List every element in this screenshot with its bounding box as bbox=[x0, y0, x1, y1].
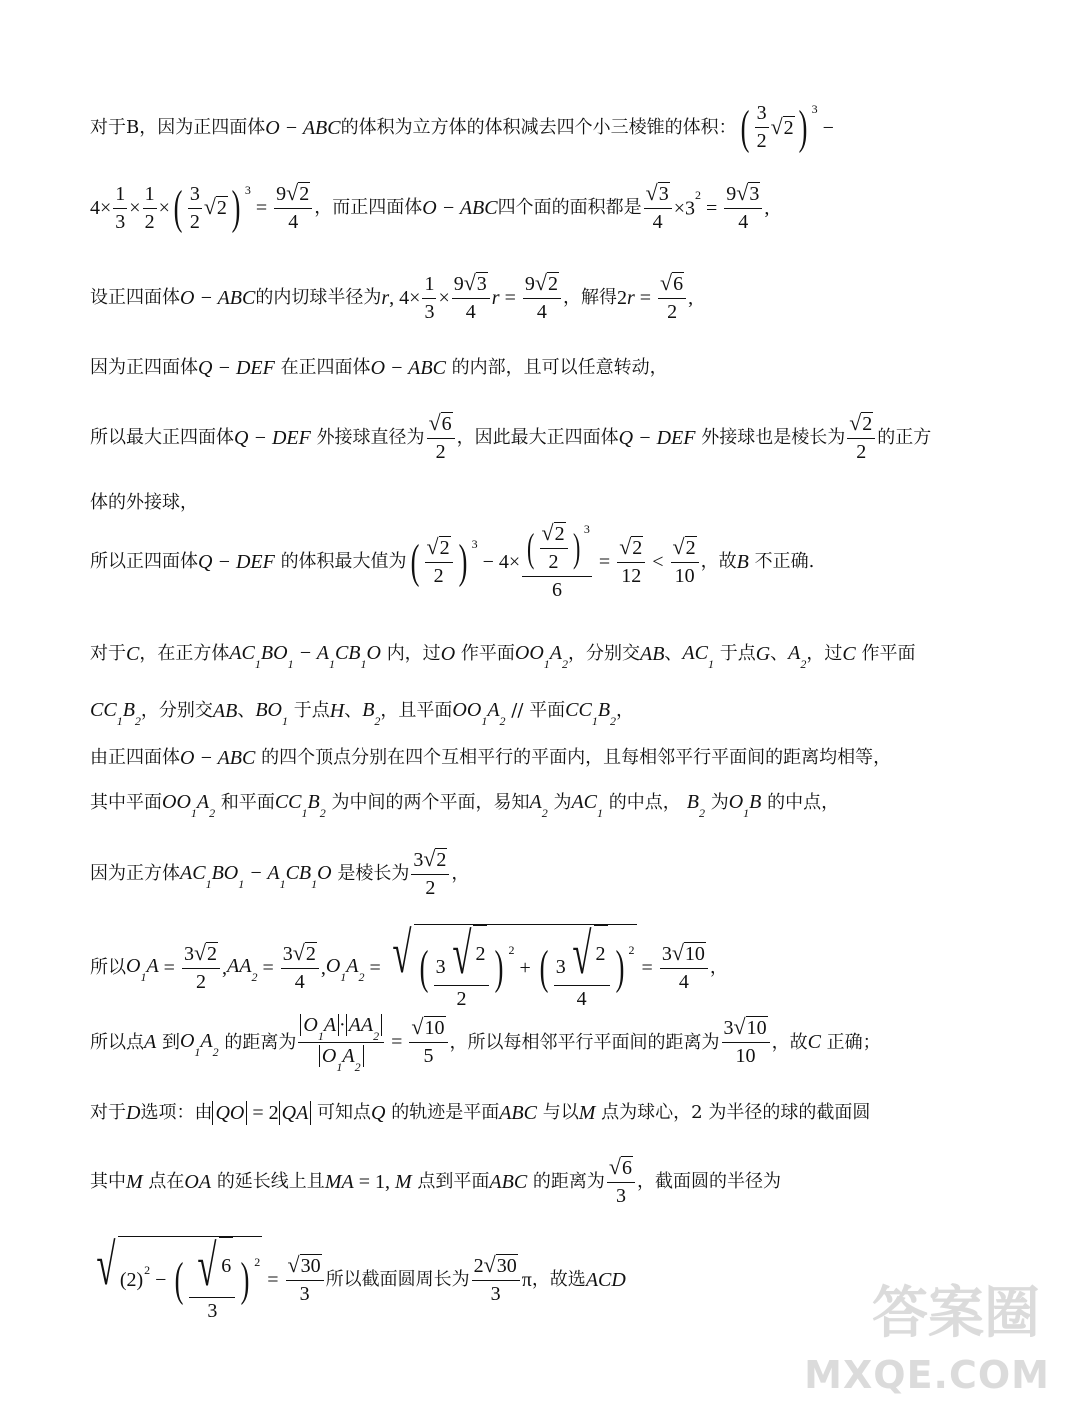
text: 的距离为 bbox=[224, 1031, 297, 1053]
text: 为 bbox=[553, 792, 572, 814]
text: ， bbox=[451, 863, 470, 885]
text: 不正确. bbox=[754, 551, 815, 573]
text-line-9: $CC_1B_2$ ，分别交 AB 、 $BO_1$ 于点 H 、 $B_2$ ，且平面 $OO_1A_2$ // 平面 $CC_1B_2$ ， bbox=[90, 699, 635, 728]
text: 的内切球半径为 bbox=[255, 287, 382, 309]
text: 所以截面圆周长为 bbox=[325, 1268, 470, 1290]
watermark-logo bbox=[804, 1277, 1060, 1397]
text-line-11: 其中平面 $OO_1A_2$ 和平面 $CC_1B_2$ 为中间的两个平面，易知 $A_2$ 为 $AC_1$ 的中点， $B_2$ 为 $O_1B$ 的中点， bbox=[90, 791, 840, 820]
text: 于点 bbox=[293, 700, 330, 722]
text: 为中间的两个平面，易知 bbox=[331, 792, 530, 814]
text: 的中点， bbox=[608, 792, 681, 814]
text: 的体积最大值为 bbox=[280, 551, 407, 573]
text: 的中点， bbox=[767, 792, 840, 814]
text: 的延长线上且 bbox=[216, 1171, 325, 1193]
watermark-url: MXQE.COM bbox=[804, 1353, 1050, 1397]
text: 作平面 bbox=[861, 643, 916, 665]
text-line-7: 所以正四面体 Q − DEF 的体积最大值为 ( √ 2 2 ) $^3$ − 4× ( √ 2 2 ) $^3$ 6 = √ 2 12 < √ 2 10 ，故 B 不正确. bbox=[90, 520, 815, 601]
text: 所以 bbox=[90, 956, 126, 978]
text-line-17: √ (2) $^2$ − ( √ 6 3 ) $^2$ = √ 30 3 所以截面圆周长为 2 √ 30 3 π ，故选 ACD bbox=[96, 1232, 626, 1322]
text: ，故 bbox=[771, 1031, 808, 1053]
text: 内，过 bbox=[386, 643, 441, 665]
text: ，故选 bbox=[531, 1268, 586, 1290]
text-line-5: 所以最大正四面体 Q − DEF 外接球直径为 √ 6 2 ，因此最大正四面体 Q − DEF 外接球也是棱长为 √ 2 2 的正方 bbox=[90, 410, 932, 463]
text: 的距离为 bbox=[532, 1171, 605, 1193]
text-line-3: 设正四面体 O − ABC 的内切球半径为 r , 4× $\frac{1}{3}$ × 9 √ 3 4 r = 9 √ 2 4 ，解得 2 r = √ 6 2 , bbox=[90, 270, 694, 323]
text: ， bbox=[709, 956, 728, 978]
text: 其中平面 bbox=[90, 792, 162, 814]
text: 因为正方体 bbox=[90, 863, 180, 885]
text: ，故 bbox=[700, 551, 737, 573]
text: ，且平面 bbox=[380, 700, 453, 722]
text: 在正四面体 bbox=[280, 357, 371, 379]
text: 作平面 bbox=[460, 643, 515, 665]
text: ，分别交 bbox=[140, 700, 213, 722]
text: 和平面 bbox=[220, 792, 275, 814]
text: 四个面的面积都是 bbox=[497, 197, 642, 219]
text-line-8: 对于 C ，在正方体 $AC_1BO_1 - A_1CB_1O$ 内，过 O 作平面 $OO_1A_2$ ，分别交 AB 、 $AC_1$ 于点 G 、 $A_2$ ，过 C 作平面 bbox=[90, 642, 916, 671]
text: 点在 bbox=[148, 1171, 185, 1193]
text-line-2: 4× $\frac{1}{3}$ × $\frac{1}{2}$ × ( $\frac{3}{2}$ √ 2 ) $^3$ = 9 √ 2 4 ，而正四面体 O − ABC 四个面的面积都是 √ 3 4 $\times 3^2$ = 9 √ 3 4 , bbox=[90, 180, 770, 234]
text: ，所以每相邻平行平面间的距离为 bbox=[449, 1031, 720, 1053]
text: ，在正方体 bbox=[139, 643, 230, 665]
text: 体的外接球， bbox=[90, 492, 198, 513]
text: 外接球直径为 bbox=[316, 427, 425, 449]
text: // 平面 bbox=[511, 700, 566, 722]
text-line-15: 对于 D 选项：由 QO = 2 QA 可知点 Q 的轨迹是平面 ABC 与以 M 点为球心，2 为半径的球的截面圆 bbox=[90, 1102, 871, 1124]
text-line-1: 对于B，因为正四面体 O − ABC 的体积为立方体的体积减去四个小三棱锥的体积： ( $\frac{3}{2}$ √ 2 ) $^3$ − bbox=[90, 100, 834, 154]
text: 所以点 bbox=[90, 1031, 144, 1053]
text: 由正四面体 bbox=[90, 747, 180, 769]
text: 对于B，因为正四面体 bbox=[90, 116, 266, 138]
text: 所以正四面体 bbox=[90, 551, 198, 573]
text: ，解得 bbox=[562, 287, 617, 309]
text: 的四个顶点分别在四个互相平行的平面内，且每相邻平行平面间的距离均相等， bbox=[261, 747, 892, 769]
text: 的内部，且可以任意转动， bbox=[451, 357, 668, 379]
text-line-14: 所以点 A 到 $O_1A_2$ 的距离为 $\frac{O_1A \cdot AA_2}{O_1A_2}$ = √ 10 5 ，所以每相邻平行平面间的距离为 3 √ 10 10 ，故 C 正确； bbox=[90, 1014, 881, 1074]
text: 可知点 bbox=[317, 1102, 372, 1124]
text: 点为球心，2 为半径的球的截面圆 bbox=[601, 1102, 871, 1124]
text-line-12: 因为正方体 $AC_1BO_1 - A_1CB_1O$ 是棱长为 3 √ 2 2 ， bbox=[90, 846, 470, 899]
text-line-16: 其中 M 点在 OA 的延长线上且 MA = 1, M 点到平面 ABC 的距离为 √ 6 3 ，截面圆的半径为 bbox=[90, 1154, 781, 1207]
text: 为 bbox=[710, 792, 729, 814]
text-line-4: 因为正四面体 Q − DEF 在正四面体 O − ABC 的内部，且可以任意转动， bbox=[90, 357, 668, 379]
text: 因为正四面体 bbox=[90, 357, 198, 379]
text: 设正四面体 bbox=[90, 287, 180, 309]
text: ， bbox=[616, 700, 635, 722]
text: 到 bbox=[161, 1031, 180, 1053]
text: 是棱长为 bbox=[337, 863, 410, 885]
text: 的轨迹是平面 bbox=[391, 1102, 500, 1124]
text: ，分别交 bbox=[567, 643, 640, 665]
text: 的体积为立方体的体积减去四个小三棱锥的体积： bbox=[340, 116, 737, 138]
text: 与以 bbox=[542, 1102, 579, 1124]
text: ，因此最大正四面体 bbox=[456, 427, 619, 449]
text: 的正方 bbox=[877, 427, 932, 449]
text: ，截面圆的半径为 bbox=[636, 1171, 781, 1193]
text: ，而正四面体 bbox=[314, 197, 423, 219]
text-line-13: 所以 $O_1A$ = 3 √ 2 2 , $AA_2$ = 3 √ 2 4 , $O_1A_2$ = √ ( 3 √ 2 2 ) $^2$ + ( 3 √ 2 4 ) $^2$ = 3 √ 10 4 ， bbox=[90, 920, 728, 1010]
watermark-cn: 答案圈 bbox=[872, 1281, 1040, 1346]
text: ，过 bbox=[806, 643, 843, 665]
text: 其中 bbox=[90, 1171, 126, 1193]
text-line-10: 由正四面体 O − ABC 的四个顶点分别在四个互相平行的平面内，且每相邻平行平面间的距离均相等， bbox=[90, 747, 892, 769]
text: 对于 bbox=[90, 643, 126, 665]
text: 所以最大正四面体 bbox=[90, 427, 234, 449]
text: 外接球也是棱长为 bbox=[701, 427, 846, 449]
text: 正确； bbox=[826, 1031, 881, 1053]
text-line-6 bbox=[90, 492, 1010, 514]
text: 于点 bbox=[719, 643, 756, 665]
text: 对于 bbox=[90, 1102, 126, 1124]
text: 点到平面 bbox=[417, 1171, 490, 1193]
text: 选项：由 bbox=[140, 1102, 213, 1124]
